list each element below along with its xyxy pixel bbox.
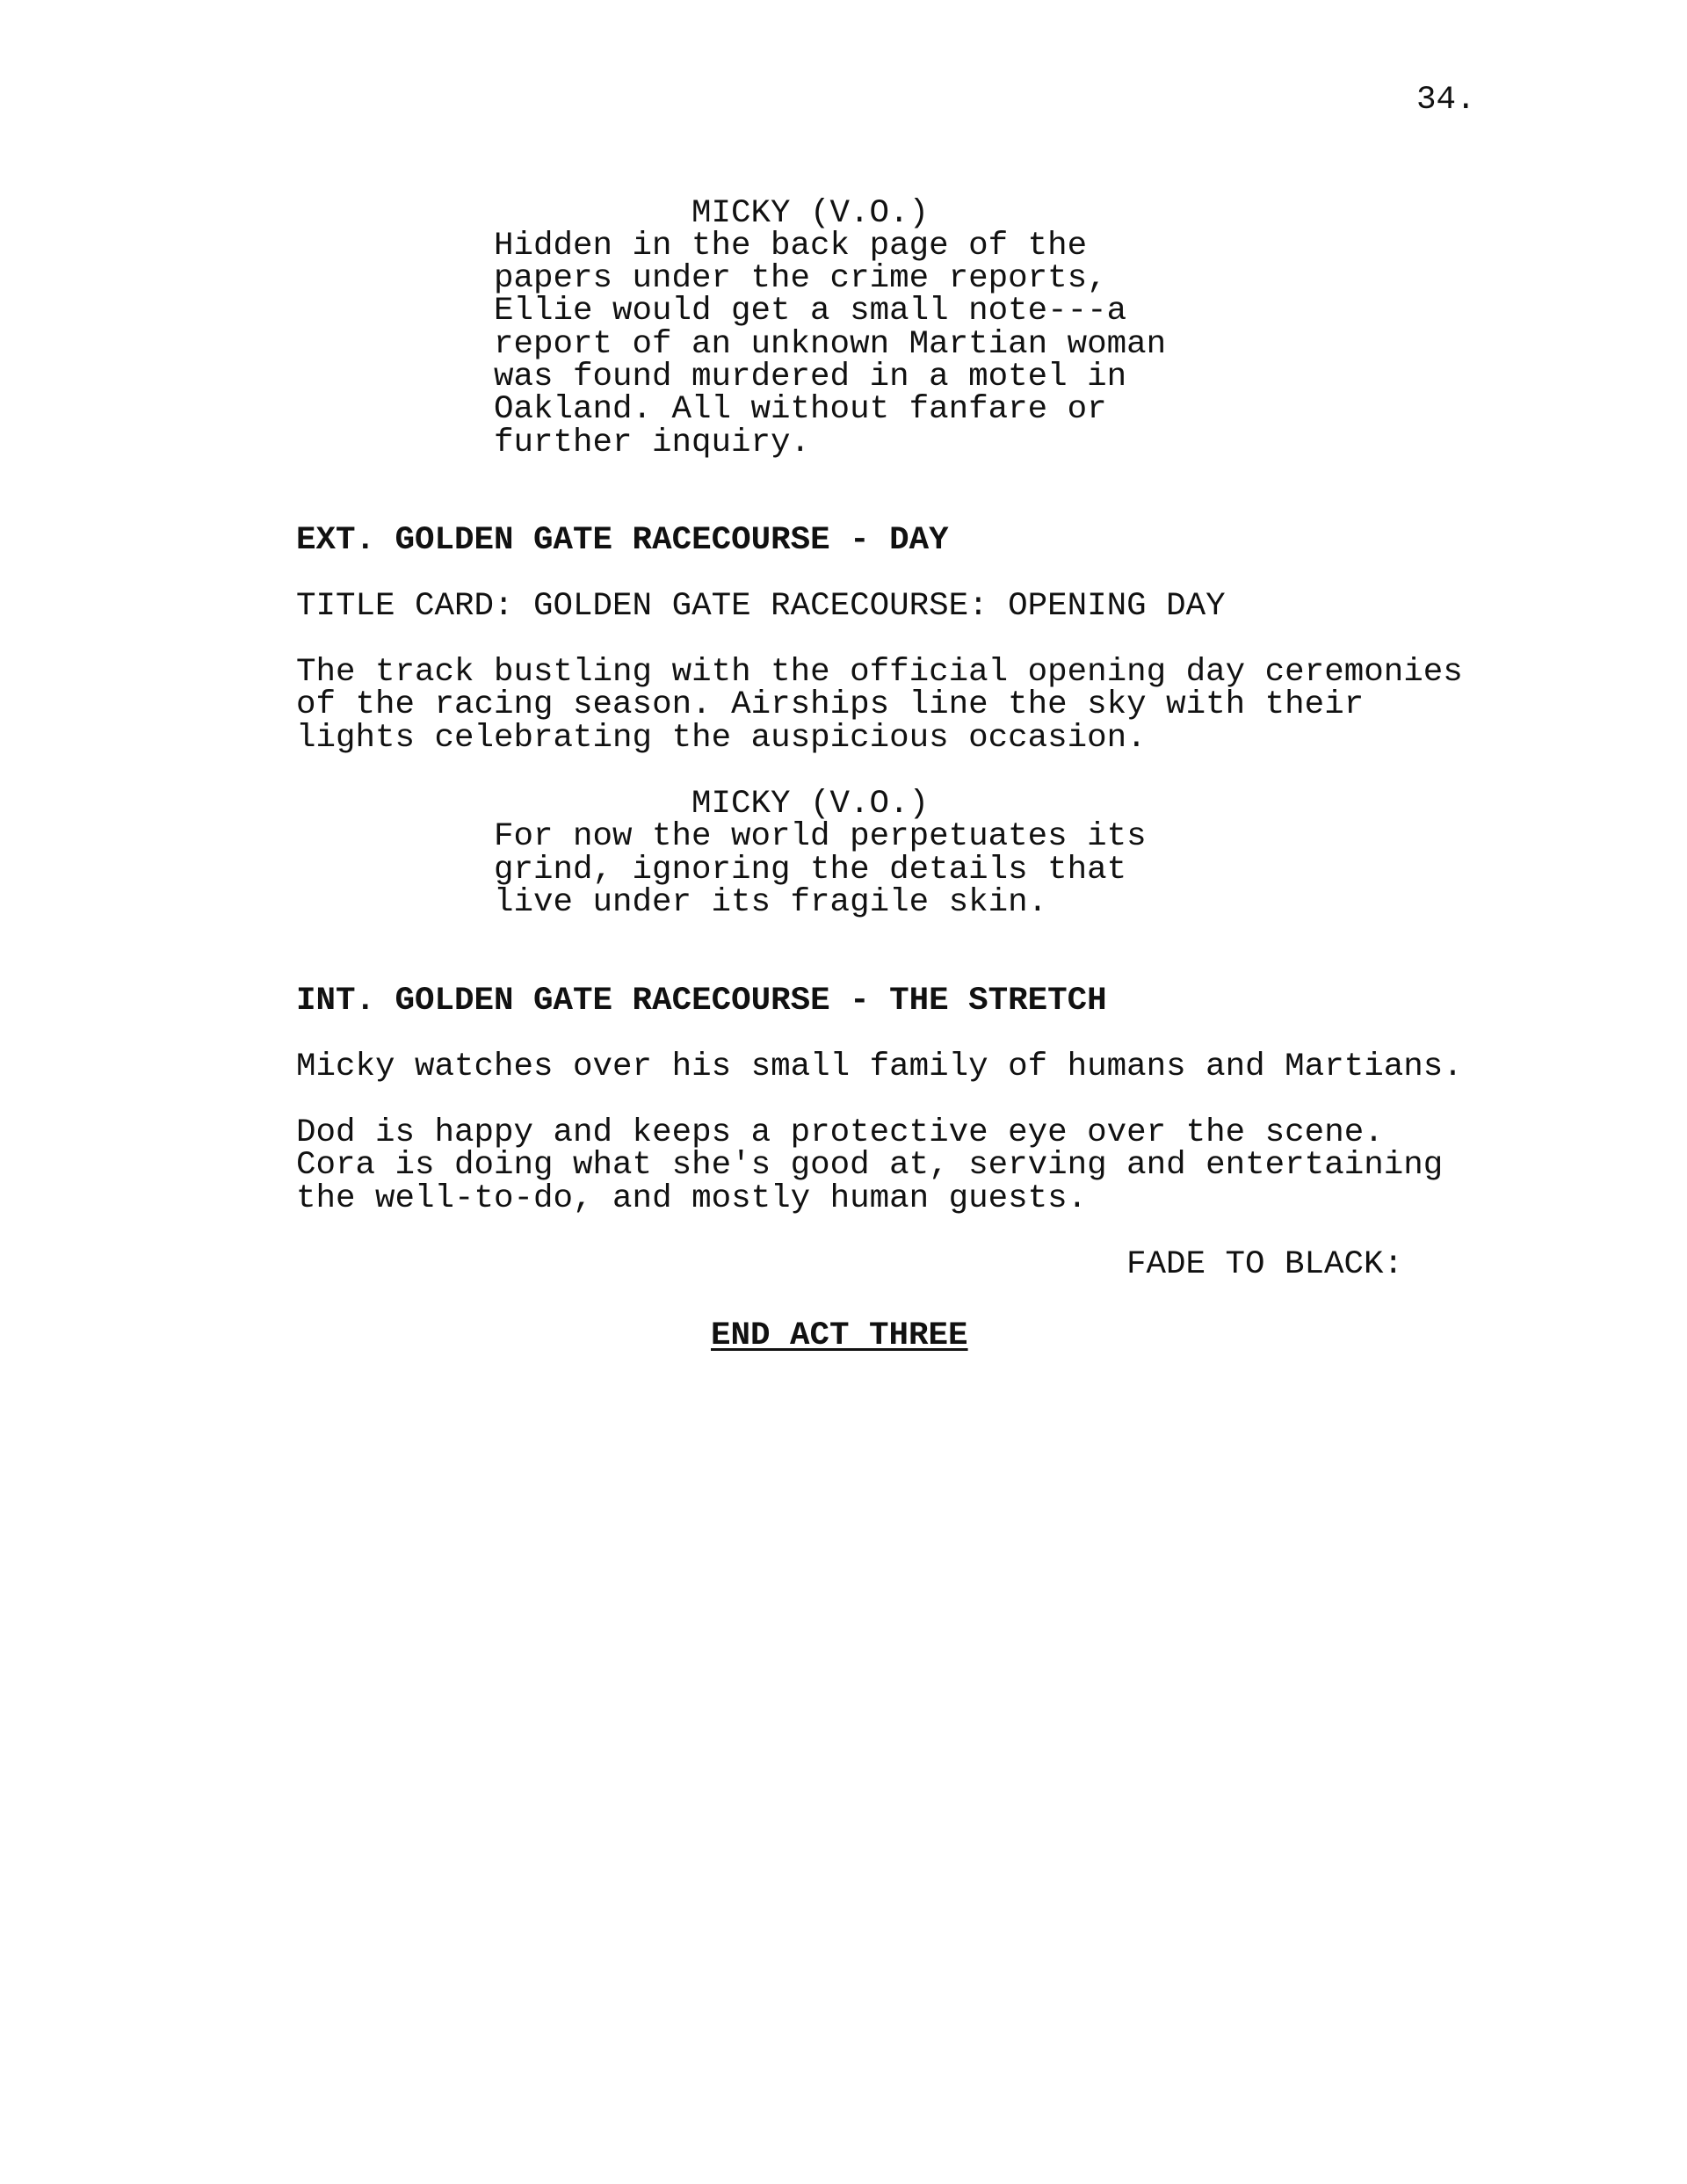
dialogue-line: live under its fragile skin. bbox=[494, 884, 1048, 921]
action-line: the well-to-do, and mostly human guests. bbox=[296, 1180, 1088, 1217]
title-card: TITLE CARD: GOLDEN GATE RACECOURSE: OPENING DAY bbox=[296, 588, 1226, 625]
action-line: Cora is doing what she's good at, serving and entertaining bbox=[296, 1147, 1444, 1184]
character-name: MICKY (V.O.) bbox=[691, 195, 930, 232]
action-line: lights celebrating the auspicious occasion. bbox=[296, 720, 1147, 757]
action-line: Micky watches over his small family of humans and Martians. bbox=[296, 1048, 1463, 1085]
dialogue-line: Ellie would get a small note---a bbox=[494, 293, 1127, 330]
action-line: of the racing season. Airships line the sky with their bbox=[296, 686, 1365, 723]
character-name: MICKY (V.O.) bbox=[691, 786, 930, 823]
act-end-heading: END ACT THREE bbox=[711, 1317, 968, 1354]
dialogue-line: papers under the crime reports, bbox=[494, 260, 1107, 297]
dialogue-line: Oakland. All without fanfare or bbox=[494, 391, 1107, 428]
dialogue-line: grind, ignoring the details that bbox=[494, 852, 1127, 889]
scene-heading: EXT. GOLDEN GATE RACECOURSE - DAY bbox=[296, 522, 949, 559]
dialogue-line: For now the world perpetuates its bbox=[494, 818, 1147, 855]
scene-heading: INT. GOLDEN GATE RACECOURSE - THE STRETCH bbox=[296, 983, 1107, 1019]
dialogue-line: further inquiry. bbox=[494, 424, 811, 461]
action-line: Dod is happy and keeps a protective eye over the scene. bbox=[296, 1114, 1384, 1151]
transition: FADE TO BLACK: bbox=[1126, 1246, 1404, 1283]
dialogue-line: Hidden in the back page of the bbox=[494, 228, 1088, 265]
action-line: The track bustling with the official opening day ceremonies bbox=[296, 654, 1463, 691]
page-number: 34. bbox=[1416, 82, 1476, 119]
dialogue-line: was found murdered in a motel in bbox=[494, 359, 1127, 395]
dialogue-line: report of an unknown Martian woman bbox=[494, 326, 1167, 363]
